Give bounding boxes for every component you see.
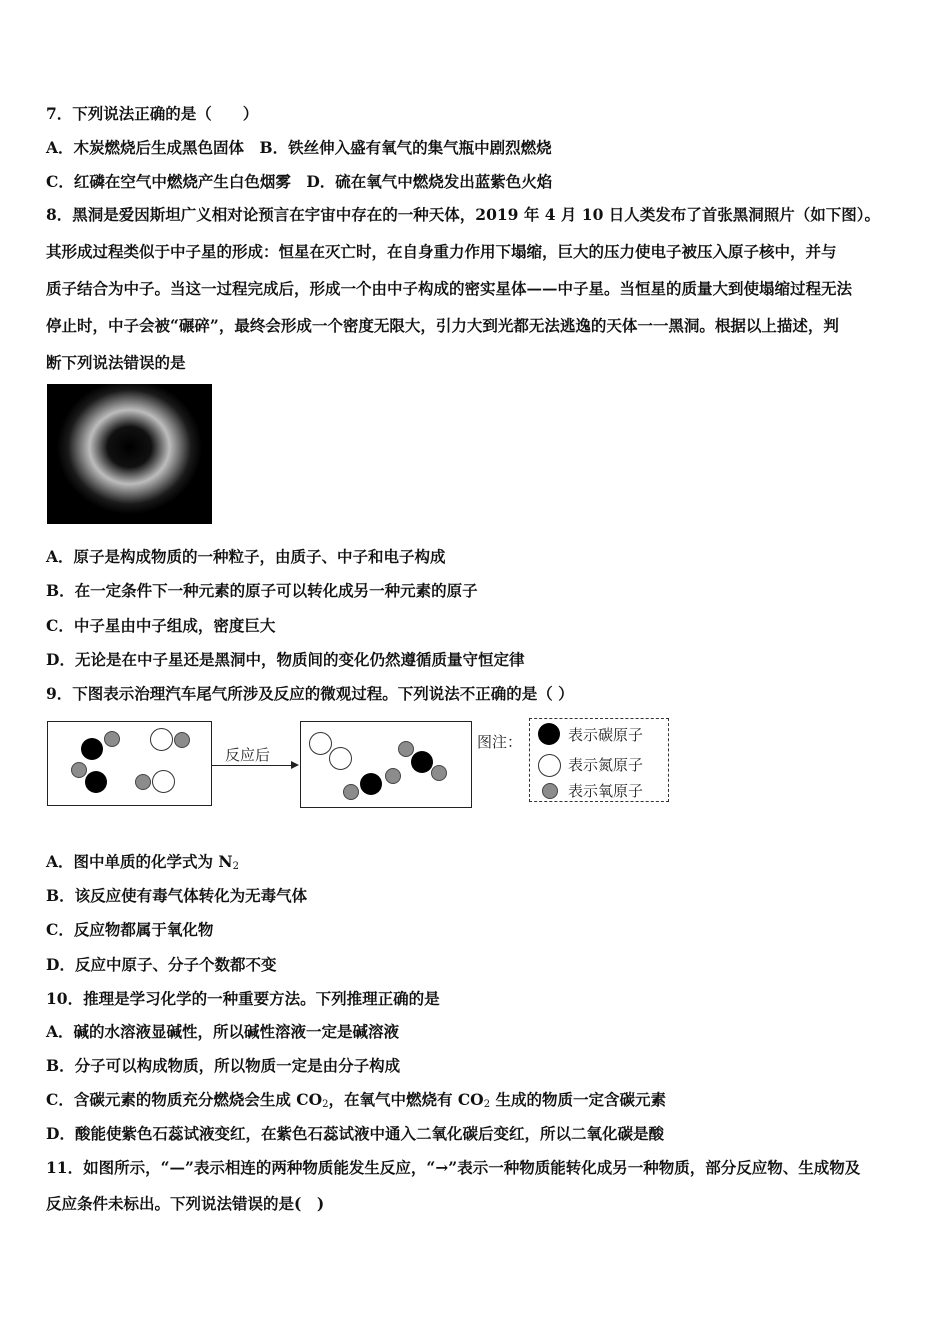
- nitrogen-atom-icon: [538, 754, 561, 777]
- products-box: [300, 721, 472, 808]
- nitrogen-atom: [150, 728, 173, 751]
- q8-stem-line: 8．黑洞是爱因斯坦广义相对论预言在宇宙中存在的一种天体，2019 年 4 月 10 日人类发布了首张黑洞照片（如下图）。: [46, 205, 881, 224]
- q8-stem: [46, 196, 908, 381]
- nitrogen-atom: [329, 747, 352, 770]
- oxygen-atom: [398, 741, 414, 757]
- q9-option-a: [46, 850, 239, 872]
- arrow-label: 反应后: [225, 746, 271, 764]
- q10-option-b: B．分子可以构成物质，所以物质一定是由分子构成: [46, 1056, 401, 1075]
- legend-nitrogen: 表示氮原子: [568, 756, 644, 774]
- reaction-arrow: [212, 765, 292, 766]
- carbon-atom: [411, 751, 433, 773]
- oxygen-atom: [135, 774, 151, 790]
- q11-stem-line1: 11．如图所示，“—”表示相连的两种物质能发生反应，“→”表示一种物质能转化成另一种物质，部分反应物、生成物及: [46, 1158, 861, 1177]
- q8-stem-line: 停止时，中子会被“碾碎”，最终会形成一个密度无限大，引力大到光都无法逃逸的天体一一黑洞。根据以上描述，判: [46, 316, 839, 335]
- oxygen-atom: [431, 765, 447, 781]
- legend-carbon: 表示碳原子: [568, 726, 644, 744]
- q8-option-b: B．在一定条件下一种元素的原子可以转化成另一种元素的原子: [46, 581, 478, 600]
- q10-option-c-text: C．含碳元素的物质充分燃烧会生成 CO: [46, 1090, 323, 1109]
- carbon-atom: [360, 773, 382, 795]
- q8-option-c: C．中子星由中子组成，密度巨大: [46, 616, 276, 635]
- carbon-atom: [81, 738, 103, 760]
- subscript: 2: [322, 1099, 329, 1110]
- q8-stem-line: 质子结合为中子。当这一过程完成后，形成一个由中子构成的密实星体——中子星。当恒星的质量大到使塌缩过程无法: [46, 279, 853, 298]
- q10-option-c-text: ，在氧气中燃烧有 CO: [328, 1090, 484, 1109]
- q9-stem: 9．下图表示治理汽车尾气所涉及反应的微观过程。下列说法不正确的是（ ）: [46, 684, 574, 703]
- subscript: 2: [232, 861, 239, 872]
- arrow-head-icon: [291, 761, 299, 769]
- legend-title: 图注：: [477, 733, 523, 751]
- oxygen-atom: [385, 768, 401, 784]
- legend-box: [529, 718, 669, 802]
- q8-stem-line: 断下列说法错误的是: [46, 353, 186, 372]
- q11-stem-line2: 反应条件未标出。下列说法错误的是( ): [46, 1194, 325, 1213]
- carbon-atom-icon: [538, 723, 560, 745]
- q7-options-ab: A．木炭燃烧后生成黑色固体 B．铁丝伸入盛有氧气的集气瓶中剧烈燃烧: [46, 138, 552, 157]
- oxygen-atom: [104, 731, 120, 747]
- q10-stem: 10．推理是学习化学的一种重要方法。下列推理正确的是: [46, 989, 440, 1008]
- nitrogen-atom: [152, 770, 175, 793]
- oxygen-atom: [343, 784, 359, 800]
- q8-option-a: A．原子是构成物质的一种粒子，由质子、中子和电子构成: [46, 547, 446, 566]
- black-hole-image: [47, 384, 212, 524]
- carbon-atom: [85, 771, 107, 793]
- q8-option-d: D．无论是在中子星还是黑洞中，物质间的变化仍然遵循质量守恒定律: [46, 650, 525, 669]
- q9-option-c: C．反应物都属于氧化物: [46, 920, 214, 939]
- q10-option-a: A．碱的水溶液显碱性，所以碱性溶液一定是碱溶液: [46, 1022, 400, 1041]
- q10-option-c: [46, 1088, 666, 1110]
- oxygen-atom-icon: [542, 783, 558, 799]
- q9-option-a-text: A．图中单质的化学式为 N: [46, 852, 233, 871]
- nitrogen-atom: [309, 732, 332, 755]
- q9-option-b: B．该反应使有毒气体转化为无毒气体: [46, 886, 308, 905]
- q10-option-c-text: 生成的物质一定含碳元素: [490, 1090, 666, 1109]
- oxygen-atom: [71, 762, 87, 778]
- legend-oxygen: 表示氧原子: [568, 782, 644, 800]
- oxygen-atom: [174, 732, 190, 748]
- reactants-box: [47, 721, 212, 806]
- q10-option-d: D．酸能使紫色石蕊试液变红，在紫色石蕊试液中通入二氧化碳后变红，所以二氧化碳是酸: [46, 1124, 664, 1143]
- q7-options-cd: C．红磷在空气中燃烧产生白色烟雾 D．硫在氧气中燃烧发出蓝紫色火焰: [46, 172, 553, 191]
- q9-option-d: D．反应中原子、分子个数都不变: [46, 955, 277, 974]
- subscript: 2: [483, 1099, 491, 1110]
- q8-stem-line: 其形成过程类似于中子星的形成：恒星在灭亡时，在自身重力作用下塌缩，巨大的压力使电子被压入原子核中，并与: [46, 242, 837, 261]
- q7-stem: 7．下列说法正确的是（ ）: [46, 104, 259, 123]
